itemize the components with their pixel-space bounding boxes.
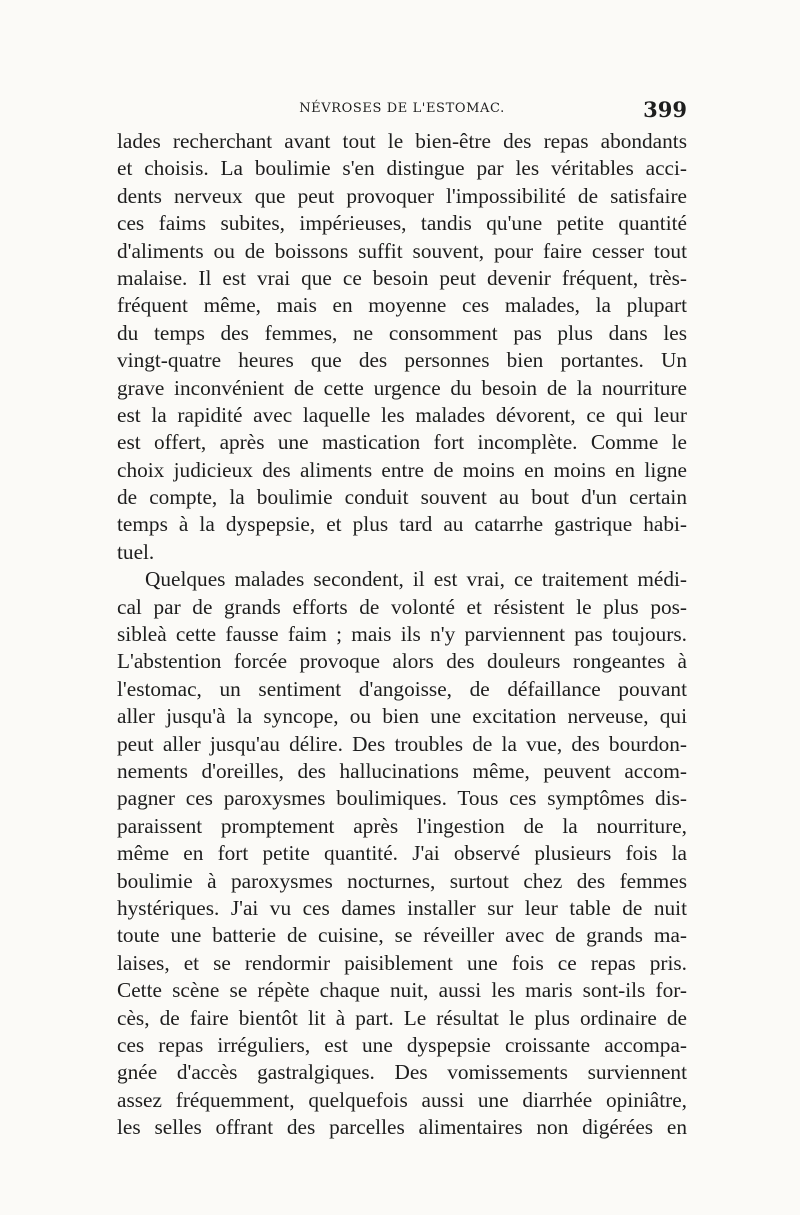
text-line: assez fréquemment, quelquefois aussi une diarrhée opiniâtre, <box>117 1087 687 1112</box>
text-line: nements d'oreilles, des hallucinations même, peuvent accom- <box>117 758 687 783</box>
text-line: cès, de faire bientôt lit à part. Le résultat le plus ordinaire de <box>117 1005 687 1030</box>
text-line: Cette scène se répète chaque nuit, aussi les maris sont-ils for- <box>117 978 687 1003</box>
text-line: grave inconvénient de cette urgence du besoin de la nourriture <box>117 375 687 400</box>
text-line: pagner ces paroxysmes boulimiques. Tous ces symptômes dis- <box>117 786 687 811</box>
page-number: 399 <box>643 97 687 122</box>
text-line: boulimie à paroxysmes nocturnes, surtout chez des femmes <box>117 868 687 893</box>
text-line: ces repas irréguliers, est une dyspepsie croissante accompa- <box>117 1032 687 1057</box>
text-line: fréquent même, mais en moyenne ces malades, la plupart <box>117 293 687 318</box>
running-title: NÉVROSES DE L'ESTOMAC. <box>299 101 505 116</box>
text-line: choix judicieux des aliments entre de moins en moins en ligne <box>117 457 687 482</box>
text-line: L'abstention forcée provoque alors des douleurs rongeantes à <box>117 649 687 674</box>
body-text <box>117 128 687 1141</box>
text-line: l'estomac, un sentiment d'angoisse, de défaillance pouvant <box>117 676 687 701</box>
text-line: d'aliments ou de boissons suffit souvent, pour faire cesser tout <box>117 238 687 263</box>
text-line: les selles offrant des parcelles alimentaires non digérées en <box>117 1115 687 1140</box>
text-line: dents nerveux que peut provoquer l'impossibilité de satisfaire <box>117 183 687 208</box>
paragraph-start-line: Quelques malades secondent, il est vrai, ce traitement médi- <box>145 567 687 592</box>
text-line: du temps des femmes, ne consomment pas plus dans les <box>117 320 687 345</box>
text-line: paraissent promptement après l'ingestion de la nourriture, <box>117 813 687 838</box>
page-header <box>117 97 687 127</box>
text-line: cal par de grands efforts de volonté et résistent le plus pos- <box>117 594 687 619</box>
text-line: lades recherchant avant tout le bien-être des repas abondants <box>117 129 687 153</box>
text-line: et choisis. La boulimie s'en distingue par les véritables acci- <box>117 156 687 181</box>
text-line: est la rapidité avec laquelle les malades dévorent, ce qui leur <box>117 402 687 427</box>
text-line: même en fort petite quantité. J'ai observé plusieurs fois la <box>117 841 687 866</box>
text-line: ces faims subites, impérieuses, tandis qu'une petite quantité <box>117 211 687 236</box>
text-line: de compte, la boulimie conduit souvent au bout d'un certain <box>117 485 687 510</box>
text-line: toute une batterie de cuisine, se réveiller avec de grands ma- <box>117 923 687 948</box>
text-line: temps à la dyspepsie, et plus tard au catarrhe gastrique habi- <box>117 512 687 537</box>
text-line: hystériques. J'ai vu ces dames installer sur leur table de nuit <box>117 895 687 920</box>
text-line: aller jusqu'à la syncope, ou bien une excitation nerveuse, qui <box>117 704 687 729</box>
text-line: est offert, après une mastication fort incomplète. Comme le <box>117 430 687 455</box>
text-line: vingt-quatre heures que des personnes bien portantes. Un <box>117 348 687 373</box>
text-line: gnée d'accès gastralgiques. Des vomissements surviennent <box>117 1060 687 1085</box>
text-line: laises, et se rendormir paisiblement une fois ce repas pris. <box>117 950 687 975</box>
text-line: malaise. Il est vrai que ce besoin peut devenir fréquent, très- <box>117 265 687 290</box>
text-line: sibleà cette fausse faim ; mais ils n'y parviennent pas toujours. <box>117 622 687 647</box>
text-line: peut aller jusqu'au délire. Des troubles de la vue, des bourdon- <box>117 731 687 756</box>
paragraph-end-line: tuel. <box>117 539 155 564</box>
